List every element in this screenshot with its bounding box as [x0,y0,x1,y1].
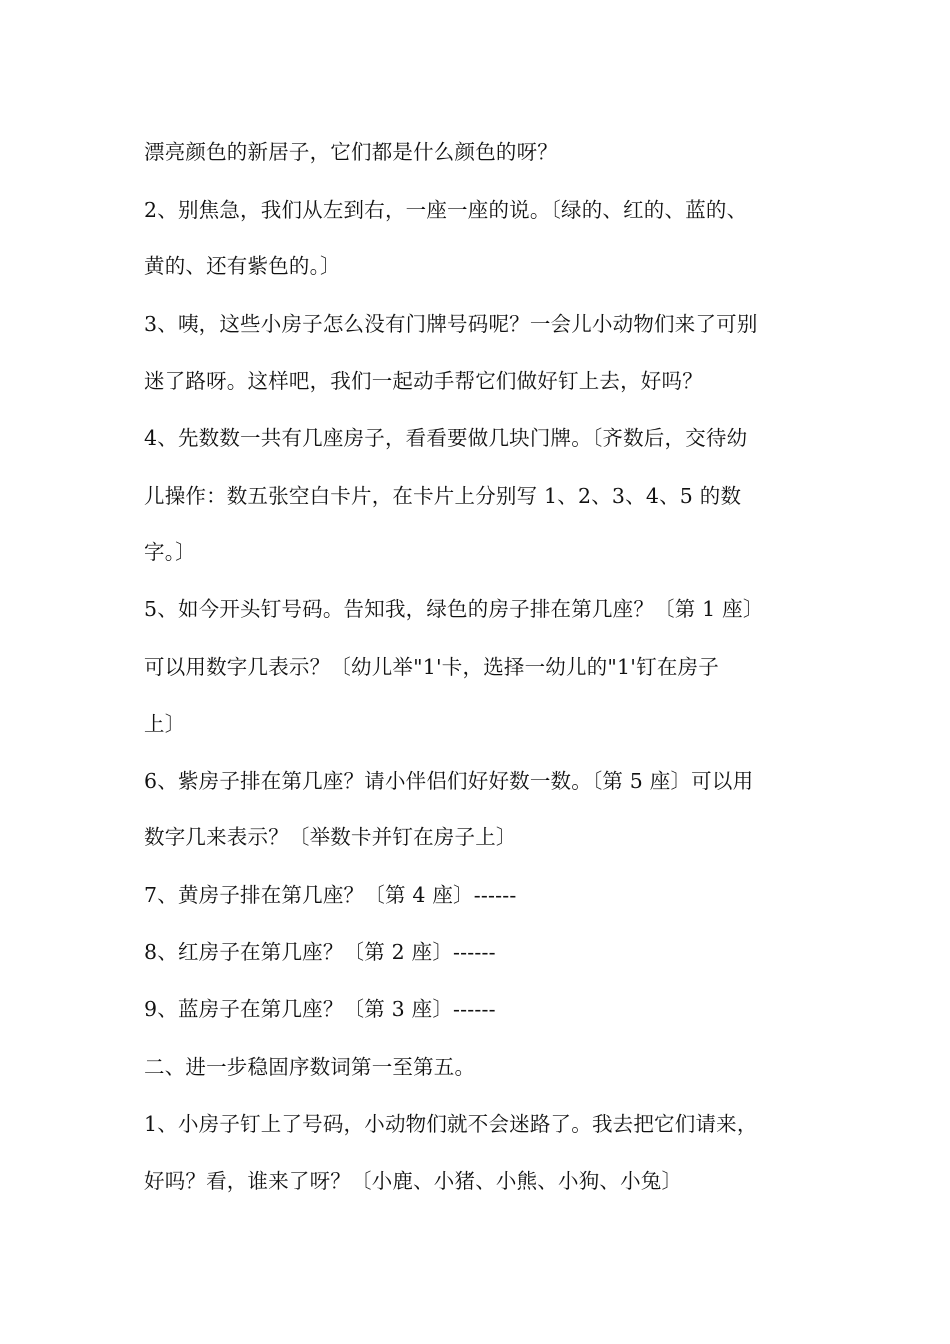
text-line: 7、黄房子排在第几座？〔第 4 座〕------ [144,883,517,907]
text-line: 9、蓝房子在第几座？〔第 3 座〕------ [144,997,496,1021]
text-line: 8、红房子在第几座？〔第 2 座〕------ [144,940,496,964]
text-line: 数字几来表示？〔举数卡并钉在房子上〕 [144,825,517,849]
text-line: 1、小房子钉上了号码，小动物们就不会迷路了。我去把它们请来， [144,1112,758,1136]
text-line: 3、咦，这些小房子怎么没有门牌号码呢？一会儿小动物们来了可别 [144,312,758,336]
text-line: 5、如今开头钉号码。告知我，绿色的房子排在第几座？〔第 1 座〕 [144,597,764,621]
text-line: 6、紫房子排在第几座？请小伴侣们好好数一数。〔第 5 座〕可以用 [144,769,754,793]
text-line: 二、进一步稳固序数词第一至第五。 [144,1055,476,1079]
text-line: 上〕 [144,712,186,736]
text-line: 黄的、还有紫色的。〕 [144,254,341,278]
text-line: 漂亮颜色的新居子，它们都是什么颜色的呀？ [144,140,558,164]
text-line: 可以用数字几表示？〔幼儿举"1'卡，选择一幼儿的"1'钉在房子 [144,655,719,679]
text-line: 4、先数数一共有几座房子，看看要做几块门牌。〔齐数后，交待幼 [144,426,748,450]
text-line: 2、别焦急，我们从左到右，一座一座的说。〔绿的、红的、蓝的、 [144,198,748,222]
text-line: 好吗？看，谁来了呀？〔小鹿、小猪、小熊、小狗、小兔〕 [144,1169,683,1193]
text-line: 字。〕 [144,540,196,564]
text-line: 迷了路呀。这样吧，我们一起动手帮它们做好钉上去，好吗？ [144,369,703,393]
text-line: 儿操作：数五张空白卡片，在卡片上分别写 1、2、3、4、5 的数 [144,484,742,508]
